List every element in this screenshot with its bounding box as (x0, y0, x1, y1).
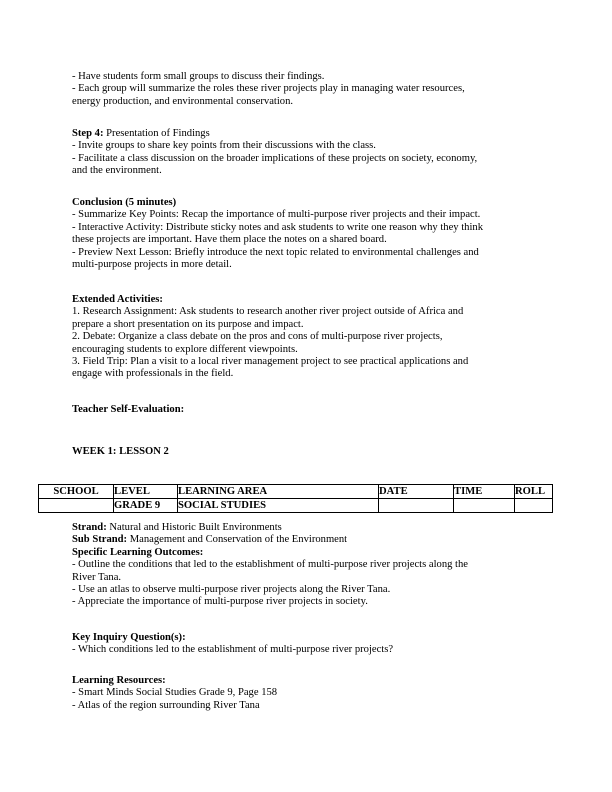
strand-line (72, 522, 542, 534)
group-discussion-section (72, 71, 542, 108)
step4-label: Step 4: (72, 128, 104, 139)
step4-title: Presentation of Findings (103, 128, 210, 139)
cell-date (379, 499, 454, 513)
inquiry-section (72, 632, 542, 657)
cell-roll (515, 499, 553, 513)
text-line: encouraging students to explore different viewpoints. (72, 343, 298, 355)
conclusion-section (72, 197, 542, 271)
sub-strand-label: Sub Strand: (72, 534, 128, 546)
strand-value: Natural and Historic Built Environments (106, 522, 282, 533)
text-line: - Atlas of the region surrounding River Tana (72, 699, 260, 711)
text-line: 2. Debate: Organize a class debate on the pros and cons of multi-purpose river projects, (72, 331, 443, 343)
header-date: DATE (379, 485, 454, 499)
header-time: TIME (454, 485, 515, 499)
strand-section (72, 522, 542, 609)
cell-learning-area: SOCIAL STUDIES (178, 499, 379, 513)
table-row (39, 499, 553, 513)
text-line: - Outline the conditions that led to the establishment of multi-purpose river projects along the (72, 559, 468, 571)
text-line: - Summarize Key Points: Recap the importance of multi-purpose river projects and their impact. (72, 209, 481, 221)
self-evaluation-section (72, 404, 542, 416)
step4-heading-line (72, 128, 542, 140)
sub-strand-value: Management and Conservation of the Environment (127, 534, 348, 546)
text-line: energy production, and environmental conservation. (72, 95, 294, 107)
week-heading: WEEK 1: LESSON 2 (72, 446, 169, 457)
text-line: 1. Research Assignment: Ask students to research another river project outside of Africa and (72, 306, 464, 318)
text-line: - Which conditions led to the establishment of multi-purpose river projects? (72, 644, 394, 656)
sub-strand-line (72, 534, 542, 546)
cell-time (454, 499, 515, 513)
text-line: engage with professionals in the field. (72, 368, 234, 380)
header-level: LEVEL (114, 485, 178, 499)
text-line: and the environment. (72, 165, 162, 177)
week-heading-section (72, 446, 542, 458)
extended-heading: Extended Activities: (72, 294, 163, 305)
text-line: prepare a short presentation on its purpose and impact. (72, 318, 304, 330)
resources-heading: Learning Resources: (72, 675, 166, 686)
conclusion-heading: Conclusion (5 minutes) (72, 197, 177, 208)
header-school: SCHOOL (39, 485, 114, 499)
resources-section (72, 675, 542, 712)
text-line: - Interactive Activity: Distribute sticky notes and ask students to write one reason why they think (72, 221, 484, 233)
text-line: - Appreciate the importance of multi-purpose river projects in society. (72, 596, 368, 608)
header-roll: ROLL (515, 485, 553, 499)
self-evaluation-heading: Teacher Self-Evaluation: (72, 404, 185, 415)
text-line: - Each group will summarize the roles these river projects play in managing water resources, (72, 83, 465, 95)
text-line: - Preview Next Lesson: Briefly introduce the next topic related to environmental challenges and (72, 246, 479, 258)
text-line: - Invite groups to share key points from their discussions with the class. (72, 140, 376, 152)
outcomes-heading: Specific Learning Outcomes: (72, 546, 204, 558)
cell-school (39, 499, 114, 513)
cell-level: GRADE 9 (114, 499, 178, 513)
table-header-row (39, 485, 553, 499)
text-line: - Use an atlas to observe multi-purpose river projects along the River Tana. (72, 584, 391, 596)
text-line: multi-purpose projects in more detail. (72, 259, 232, 271)
step4-section (72, 128, 542, 178)
text-line: - Facilitate a class discussion on the broader implications of these projects on society, economy, (72, 152, 478, 164)
extended-activities-section (72, 294, 542, 381)
text-line: 3. Field Trip: Plan a visit to a local river management project to see practical applications and (72, 356, 469, 368)
strand-label: Strand: (72, 522, 107, 533)
text-line: - Smart Minds Social Studies Grade 9, Page 158 (72, 687, 278, 699)
text-line: River Tana. (72, 571, 122, 583)
inquiry-heading: Key Inquiry Question(s): (72, 632, 186, 643)
text-line: - Have students form small groups to discuss their findings. (72, 71, 325, 82)
lesson-info-table (38, 484, 553, 513)
text-line: these projects are important. Have them place the notes on a shared board. (72, 234, 387, 246)
header-learning-area: LEARNING AREA (178, 485, 379, 499)
